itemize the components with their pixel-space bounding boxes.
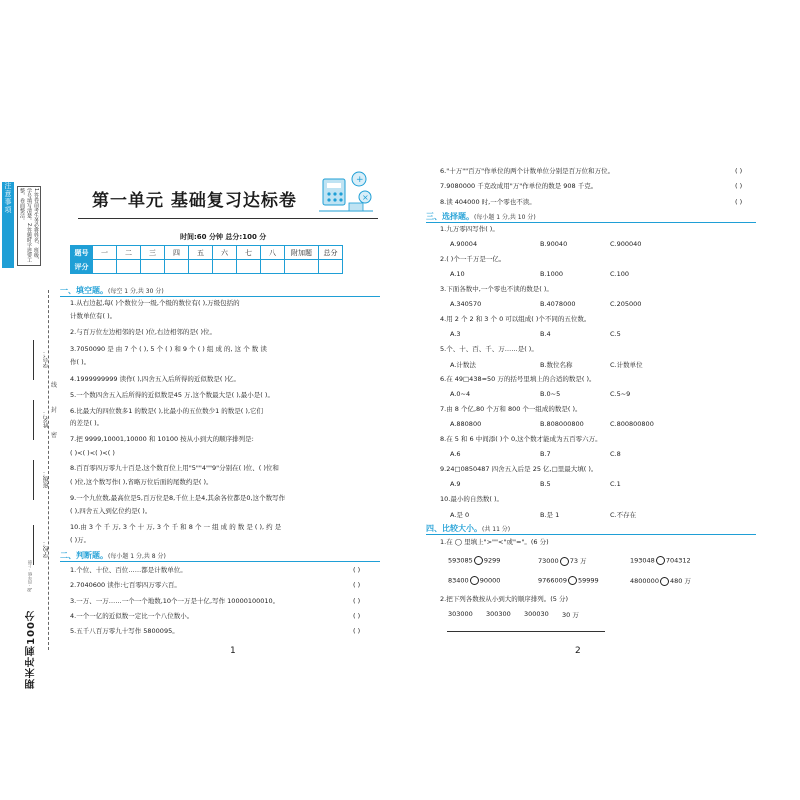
question-text: 1.从右边起,每( )个数位分一级,个级的数位有( ),万级包括的 [70,299,240,307]
compare-circle[interactable] [660,577,669,586]
choice-option[interactable]: C.计数单位 [610,361,643,369]
field-line [33,460,34,500]
compare-item: 83400 90000 [448,576,501,585]
choice-options [450,330,700,338]
order-number: 303000 [448,610,473,618]
choice-question: 2.( )个一千万是一亿。 [440,255,506,263]
section-choice-heading: 三、选择题。(每小题 1 分,共 10 分) [426,211,756,223]
answer-parens[interactable]: ( ) [353,627,361,635]
choice-options [450,240,700,248]
score-table-cell: 总分 [319,246,343,260]
score-table-cell: 评分 [71,260,93,274]
choice-question: 7.由 8 个亿,80 个万和 800 个一组成的数是( )。 [440,405,582,413]
compare-circle[interactable] [470,576,479,585]
order-number: 300030 [524,610,549,618]
title-divider [78,218,378,219]
choice-options [450,390,700,398]
score-table-cell: 一 [93,246,117,260]
question-text: 7.把 9999,10001,10000 和 10100 按从小到大的顺序排列是: [70,435,254,443]
bind-mark: 密 [51,432,58,439]
compare-item: 73000 73 万 [538,557,587,565]
time-and-score: 时间:60 分钟 总分:100 分 [180,233,267,241]
question-text: ( )位,这个数写作( ),省略万位后面的尾数约是( )。 [70,478,213,486]
choice-option[interactable]: A.880800 [450,420,482,428]
choice-option[interactable]: A.6 [450,450,461,458]
field-class: 班级： [43,470,50,488]
score-table-cell: 二 [117,246,141,260]
question-text: 5.一个数四舍五入后所得的近似数是45 万,这个数最大是( ),最小是( )。 [70,391,274,399]
answer-parens[interactable]: ( ) [735,198,743,206]
question-text: ( ),四舍五入到亿位约是( )。 [70,507,152,515]
compare-item: 4800000 480 万 [630,577,691,585]
judge-question: 4.一个一亿的近似数一定比一个八位数小。 [70,612,194,620]
score-table-cell: 四 [165,246,189,260]
choice-option[interactable]: B.0~5 [540,390,561,398]
choice-option[interactable]: C.1 [610,480,621,488]
choice-option[interactable]: B.90040 [540,240,568,248]
choice-option[interactable]: C.900040 [610,240,642,248]
score-table-cell: 八 [261,246,285,260]
svg-text:+: + [356,175,364,185]
choice-option[interactable]: B.7 [540,450,551,458]
question-text: 8.百百零四万零九十百是,这个数百位上用"5""4""9"分别在( )位、( )位和 [70,464,279,472]
choice-option[interactable]: A.0~4 [450,390,471,398]
choice-question: 3.下面各数中,一个零也不读的数是( )。 [440,285,553,293]
choice-options [450,360,700,369]
answer-parens[interactable]: ( ) [353,581,361,589]
choice-option[interactable]: A.10 [450,270,465,278]
section-judge-heading: 二、判断题。(每小题 1 分,共 8 分) [60,550,380,562]
choice-question: 10.最小的自然数( )。 [440,495,503,503]
answer-parens[interactable]: ( ) [353,566,361,574]
question-text: 作( )。 [70,358,91,366]
choice-question: 9.24□0850487 四舍五入后是 25 亿,□里最大填( )。 [440,465,598,473]
score-input-cell[interactable] [165,260,189,274]
judge-question: 6."十万""百万"作单位的两个计数单位分别是百万位和万位。 [440,167,615,175]
judge-question: 3.一万、一万……一个一个地数,10个一万是十亿,写作 10000100010。 [70,597,280,605]
score-input-cell[interactable] [93,260,117,274]
compare-instruction: 1.在 ◯ 里填上">""<"或"="。(6 分) [440,538,549,546]
field-student-id: 学号： [43,350,50,368]
choice-option[interactable]: A.90004 [450,240,478,248]
choice-options [450,510,700,519]
choice-option[interactable]: B.是 1 [540,511,560,519]
choice-option[interactable]: C.5~9 [610,390,631,398]
spine-edition: RJ · 四年级 · 上册 [27,560,32,592]
order-numbers [448,610,600,619]
answer-parens[interactable]: ( ) [735,182,743,190]
score-table-cell: 三 [141,246,165,260]
score-input-cell[interactable] [285,260,319,274]
score-input-cell[interactable] [213,260,237,274]
score-input-cell[interactable] [261,260,285,274]
choice-options [450,270,700,278]
choice-question: 8.在 5 和 6 中间添( )个 0,这个数才能成为五百零六万。 [440,435,602,443]
score-input-cell[interactable] [141,260,165,274]
question-text: 3.7050090 是 由 7 个 ( ), 5 个 ( ) 和 9 个 ( ) 组 成 的, 这 个 数 读 [70,345,267,353]
judge-question: 5.五千八百万零九十写作 5800095。 [70,627,179,635]
choice-option[interactable]: C.5 [610,330,621,338]
field-line [33,340,34,380]
svg-text:×: × [362,193,369,202]
field-school: 学校： [43,540,50,558]
choice-question: 6.在 49□438≈50 万的括号里填上的合适的数是( )。 [440,375,596,383]
choice-options [450,480,700,488]
score-input-cell[interactable] [237,260,261,274]
choice-option[interactable]: C.8 [610,450,621,458]
question-text: ( )<( )<( )<( ) [70,449,115,457]
score-input-cell[interactable] [189,260,213,274]
score-table-cell: 题号 [71,246,93,260]
choice-option[interactable]: A.3 [450,330,461,338]
field-name: 姓名： [43,410,50,428]
answer-parens[interactable]: ( ) [353,612,361,620]
choice-option[interactable]: B.1000 [540,270,564,278]
bind-mark: 封 [51,407,58,414]
question-text: 6.比最大的四位数多1 的数是( ),比最小的五位数少1 的数是( ),它们 [70,407,264,415]
compare-circle[interactable] [474,556,483,565]
choice-option[interactable]: C.100 [610,270,630,278]
score-table-score-row [71,260,343,274]
choice-question: 5.个、十、百、千、万……是( )。 [440,345,538,353]
choice-option[interactable]: B.5 [540,480,551,488]
score-table-cell: 五 [189,246,213,260]
choice-option[interactable]: A.9 [450,480,461,488]
choice-option[interactable]: C.205000 [610,300,642,308]
answer-parens[interactable]: ( ) [353,597,361,605]
compare-item: 9766009 59999 [538,576,599,585]
judge-question: 8.读 404000 时,一个零也不读。 [440,198,536,206]
choice-question: 1.九万零四写作( )。 [440,225,499,233]
choice-option[interactable]: A.340570 [450,300,482,308]
score-table-header-row [71,246,343,260]
compare-item: 193048 704312 [630,556,691,565]
field-line [33,400,34,440]
math-illustration-icon [315,165,377,217]
section-compare-heading: 四、比较大小。(共 11 分) [426,523,756,535]
judge-question: 1.个位、十位、百位……都是计数单位。 [70,566,187,574]
question-text: 的差是( )。 [70,419,104,427]
question-text: 4.1999999999 读作( ),四舍五入后所得的近似数是( )亿。 [70,375,240,383]
bind-mark: 线 [51,382,58,389]
choice-options [450,300,700,308]
answer-parens[interactable]: ( ) [735,167,743,175]
page-number: 2 [575,646,581,656]
choice-option[interactable]: C.不存在 [610,511,637,519]
score-table-cell: 七 [237,246,261,260]
choice-options [450,450,700,458]
choice-option[interactable]: C.800800800 [610,420,654,428]
page-number: 1 [230,646,236,656]
answer-line[interactable] [447,631,605,632]
order-instruction: 2.把下列各数按从小到大的顺序排列。(5 分) [440,595,568,603]
notes-tab: 注意事项 [2,182,14,268]
score-input-cell[interactable] [117,260,141,274]
score-table-cell: 附加题 [285,246,319,260]
order-number: 30 万 [562,611,579,619]
page-title: 第一单元 基础复习达标卷 [92,191,297,211]
spine-title: 期末冲刺100分 [26,610,37,689]
choice-option[interactable]: B.808000800 [540,420,584,428]
compare-circle[interactable] [568,576,577,585]
compare-item: 593085 9299 [448,556,501,565]
question-text: 计数单位有( )。 [70,312,117,320]
score-table [70,245,343,274]
choice-option[interactable]: A.计数法 [450,361,476,369]
choice-options [450,420,700,428]
choice-option[interactable]: B.4078000 [540,300,576,308]
score-table-cell: 六 [213,246,237,260]
judge-question: 7.9080000 千克改成用"万"作单位的数是 908 千克。 [440,182,598,190]
compare-circle[interactable] [656,556,665,565]
question-text: 10.由 3 个 千 万, 3 个 十 万, 3 个 千 和 8 个 一 组 成 的 数 是 ( ), 约 是 [70,523,282,531]
choice-option[interactable]: B.4 [540,330,551,338]
choice-option[interactable]: B.数位名称 [540,361,573,369]
score-input-cell[interactable] [319,260,343,274]
judge-question: 2.7040600 读作:七百零四万零六百。 [70,581,181,589]
order-number: 300300 [486,610,511,618]
field-line [33,525,34,565]
question-text: 2.与百万位左边相邻的是( )位,右边相邻的是( )位。 [70,328,217,336]
choice-option[interactable]: A.是 0 [450,511,470,519]
notes-box: 1.答卷前考生务必将姓名、班级、学号填写清楚。2.答题时字迹要工整，卷面整洁。 [17,186,41,266]
question-text: ( )万。 [70,536,91,544]
section-fill-blank-heading: 一、填空题。(每空 1 分,共 30 分) [60,285,380,297]
choice-question: 4.用 2 个 2 和 3 个 0 可以组成( )个不同的五位数。 [440,315,591,323]
question-text: 9.一个九位数,最高位是5,百万位是8,千位上是4,其余各位都是0,这个数写作 [70,494,286,502]
compare-circle[interactable] [560,557,569,566]
